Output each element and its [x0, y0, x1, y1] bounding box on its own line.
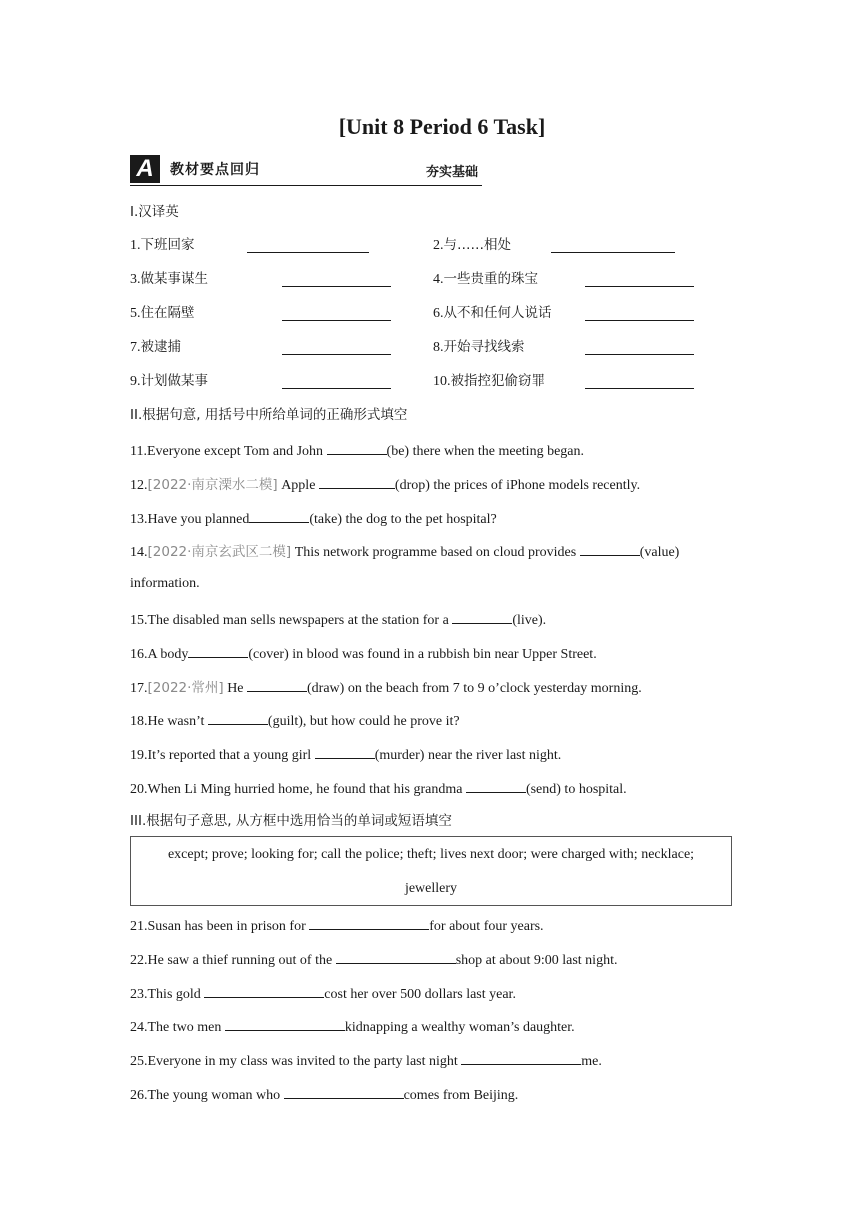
vocab-item-3: 3.做某事谋生 — [130, 270, 208, 289]
question-20: 20.When Li Ming hurried home, he found that his grandma (send) to hospital. — [130, 778, 627, 799]
vocab-item-2: 2.与……相处 — [433, 236, 511, 255]
question-19: 19.It’s reported that a young girl (murder) near the river last night. — [130, 744, 561, 765]
vocab-item-1: 1.下班回家 — [130, 236, 195, 255]
section3-heading: III.根据句子意思, 从方框中选用恰当的单词或短语填空 — [130, 813, 452, 829]
question-12: 12.[2022·南京溧水二模] Apple (drop) the prices of iPhone models recently. — [130, 474, 640, 495]
banner-title: 教材要点回归 — [170, 162, 260, 178]
vocab-item-6: 6.从不和任何人说话 — [433, 304, 552, 323]
answer-blank[interactable] — [585, 272, 694, 287]
vocab-item-5: 5.住在隔壁 — [130, 304, 195, 323]
answer-blank[interactable] — [585, 306, 694, 321]
answer-blank[interactable] — [282, 340, 391, 355]
banner-rule — [130, 185, 482, 186]
answer-blank[interactable] — [284, 1084, 404, 1099]
answer-blank[interactable] — [282, 272, 391, 287]
section2-heading: II.根据句意, 用括号中所给单词的正确形式填空 — [130, 407, 408, 423]
answer-blank[interactable] — [204, 983, 324, 998]
answer-blank[interactable] — [452, 609, 512, 624]
vocab-item-10: 10.被指控犯偷窃罪 — [433, 372, 545, 391]
section-banner — [130, 155, 482, 187]
answer-blank[interactable] — [249, 508, 309, 523]
answer-blank[interactable] — [585, 374, 694, 389]
answer-blank[interactable] — [585, 340, 694, 355]
answer-blank[interactable] — [247, 677, 307, 692]
answer-blank[interactable] — [580, 541, 640, 556]
question-17: 17.[2022·常州] He (draw) on the beach from 7 to 9 o’clock yesterday morning. — [130, 677, 642, 698]
answer-blank[interactable] — [336, 949, 456, 964]
banner-subtitle: 夯实基础 — [425, 165, 478, 180]
answer-blank[interactable] — [327, 440, 387, 455]
answer-blank[interactable] — [208, 710, 268, 725]
vocab-item-8: 8.开始寻找线索 — [433, 338, 525, 357]
vocab-item-7: 7.被逮捕 — [130, 338, 181, 357]
source-tag: [2022·南京玄武区二模] — [147, 544, 292, 560]
answer-blank[interactable] — [551, 238, 675, 253]
question-15: 15.The disabled man sells newspapers at the station for a (live). — [130, 609, 546, 630]
question-22: 22.He saw a thief running out of the shop at about 9:00 last night. — [130, 949, 617, 970]
page-title: [Unit 8 Period 6 Task] — [338, 114, 546, 139]
question-14-continued: information. — [130, 576, 200, 591]
answer-blank[interactable] — [315, 744, 375, 759]
question-21: 21.Susan has been in prison for for about four years. — [130, 915, 544, 936]
answer-blank[interactable] — [309, 915, 429, 930]
word-bank-line-2: jewellery — [404, 881, 458, 896]
question-13: 13.Have you planned (take) the dog to the pet hospital? — [130, 508, 497, 529]
question-24: 24.The two men kidnapping a wealthy woman’s daughter. — [130, 1016, 575, 1037]
question-25: 25.Everyone in my class was invited to the party last night me. — [130, 1050, 602, 1071]
question-16: 16.A body (cover) in blood was found in a rubbish bin near Upper Street. — [130, 643, 597, 664]
section1-heading: I.汉译英 — [130, 204, 179, 220]
word-bank-line-1: except; prove; looking for; call the police; theft; lives next door; were charged with; necklace; — [167, 847, 695, 862]
vocab-item-4: 4.一些贵重的珠宝 — [433, 270, 538, 289]
answer-blank[interactable] — [282, 374, 391, 389]
answer-blank[interactable] — [188, 643, 248, 658]
question-11: 11.Everyone except Tom and John (be) there when the meeting began. — [130, 440, 584, 461]
source-tag: [2022·南京溧水二模] — [147, 477, 278, 493]
answer-blank[interactable] — [282, 306, 391, 321]
answer-blank[interactable] — [461, 1050, 581, 1065]
question-23: 23.This gold cost her over 500 dollars last year. — [130, 983, 516, 1004]
question-18: 18.He wasn’t (guilt), but how could he prove it? — [130, 710, 460, 731]
section-a-badge: A — [130, 155, 160, 183]
answer-blank[interactable] — [225, 1016, 345, 1031]
question-14: 14.[2022·南京玄武区二模] This network programme based on cloud provides (value) — [130, 541, 679, 562]
vocab-item-9: 9.计划做某事 — [130, 372, 208, 391]
word-bank-box — [130, 836, 732, 906]
question-26: 26.The young woman who comes from Beijing. — [130, 1084, 518, 1105]
answer-blank[interactable] — [319, 474, 395, 489]
answer-blank[interactable] — [466, 778, 526, 793]
source-tag: [2022·常州] — [147, 680, 224, 696]
answer-blank[interactable] — [247, 238, 369, 253]
